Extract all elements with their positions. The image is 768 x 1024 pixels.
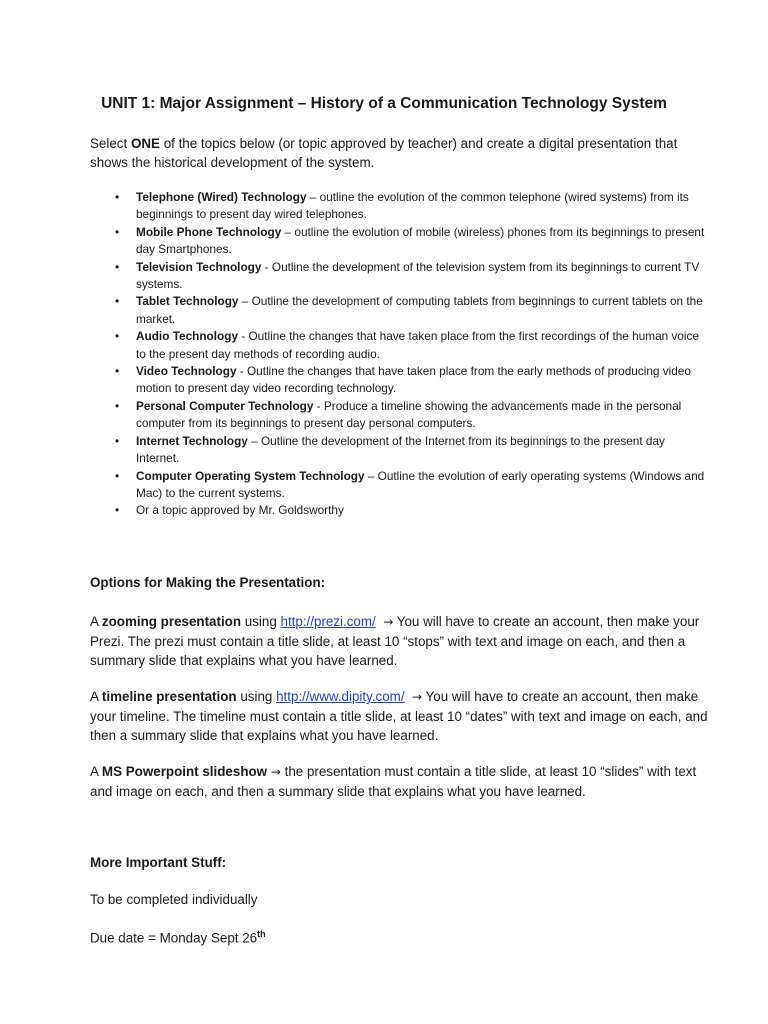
due-date-suffix: th (257, 929, 266, 939)
topic-name: Television Technology (136, 259, 262, 274)
arrow-right-icon: → (412, 690, 423, 704)
intro-pre: Select (90, 136, 131, 151)
option-description: You will have to create an account, then make your timeline. The timeline must contain a title slide, at least 10 “dates” with text and image on each, and then a summary slide that explains what you have learned. (90, 689, 708, 743)
arrow-right-icon: → (383, 615, 394, 629)
topic-name: Personal Computer Technology (136, 398, 314, 413)
bullet-icon: • (115, 468, 120, 483)
individual-note: To be completed individually (90, 892, 258, 907)
topic-description: - Outline the changes that have taken place from the early methods of producing video motion to present day video recording technology. (136, 364, 691, 396)
bullet-icon: • (115, 329, 120, 344)
bullet-icon: • (115, 224, 120, 239)
option-name: zooming presentation (101, 614, 242, 629)
option-description: the presentation must contain a title slide, at least 10 “slides” with text and image on each, and then a summary slide that explains what you have learned. (90, 764, 697, 799)
topic-description: – Outline the evolution of early operating systems (Windows and Mac) to the current systems. (136, 468, 705, 500)
topic-name: Computer Operating System Technology (136, 468, 365, 483)
topic-description: Or a topic approved by Mr. Goldsworthy (136, 503, 344, 518)
topic-description: – outline the evolution of mobile (wireless) phones from its beginnings to present day Smartphones. (136, 224, 705, 257)
options-heading: Options for Making the Presentation: (90, 575, 326, 590)
topic-description: - Outline the changes that have taken place from the first recordings of the human voice to the present day methods of recording audio. (136, 329, 700, 361)
intro-post: of the topics below (or topic approved by teacher) and create a digital presentation that shows the historical development of the system. (90, 136, 678, 170)
due-date (90, 929, 266, 945)
option-timeline-paragraph (90, 687, 710, 745)
topic-description: - Produce a timeline showing the advancements made in the personal computer from its beginnings to present day personal computers. (136, 398, 682, 431)
list-item (90, 224, 710, 259)
option-pre: A (90, 689, 102, 704)
list-item (90, 363, 710, 398)
list-item (90, 328, 710, 363)
intro-paragraph (90, 134, 710, 172)
bullet-icon: • (115, 433, 120, 448)
topic-name: Internet Technology (136, 433, 248, 448)
option-zooming-paragraph (90, 612, 710, 670)
list-item (90, 293, 710, 328)
list-item (90, 468, 710, 503)
option-mid: using (236, 689, 277, 704)
option-description: You will have to create an account, then make your Prezi. The prezi must contain a title slide, at least 10 “stops” with text and image on each, and then a summary slide that explains what you have learned. (90, 614, 700, 668)
option-pre: A (90, 764, 102, 779)
topic-description: – Outline the development of computing tablets from beginnings to current tablets on the market. (136, 294, 703, 326)
topic-name: Tablet Technology (136, 294, 239, 309)
page-title: UNIT 1: Major Assignment – History of a Communication Technology System (101, 95, 667, 112)
bullet-icon: • (115, 398, 120, 413)
list-item (90, 189, 710, 224)
bullet-icon: • (115, 503, 120, 518)
topic-description: - Outline the development of the television system from its beginnings to current TV systems. (136, 259, 700, 292)
intro-emphasis: ONE (130, 136, 160, 151)
bullet-icon: • (115, 259, 120, 274)
due-date-text: Due date = Monday Sept 26 (90, 930, 258, 946)
important-heading: More Important Stuff: (90, 855, 227, 870)
arrow-right-icon: → (270, 765, 281, 779)
option-name: MS Powerpoint slideshow (101, 764, 268, 779)
bullet-icon: • (115, 190, 120, 204)
topic-name: Mobile Phone Technology (136, 224, 282, 239)
list-item (90, 398, 710, 433)
list-item (90, 433, 710, 468)
bullet-icon: • (115, 294, 120, 309)
topic-list (90, 189, 710, 520)
topic-description: – outline the evolution of the common telephone (wired systems) from its beginnings to present day wired telephones. (136, 190, 689, 222)
list-item (90, 259, 710, 294)
option-name: timeline presentation (101, 689, 237, 704)
bullet-icon: • (115, 364, 120, 379)
prezi-link[interactable]: http://prezi.com/ (280, 614, 376, 629)
option-mid: using (241, 614, 281, 629)
option-pre: A (90, 614, 102, 629)
option-powerpoint-paragraph (90, 762, 710, 801)
topic-name: Audio Technology (136, 329, 239, 344)
topic-name: Video Technology (136, 364, 237, 379)
list-item (90, 502, 710, 519)
topic-name: Telephone (Wired) Technology (136, 190, 307, 204)
dipity-link[interactable]: http://www.dipity.com/ (276, 689, 405, 704)
topic-description: – Outline the development of the Internet from its beginnings to the present day Internet. (136, 433, 665, 466)
